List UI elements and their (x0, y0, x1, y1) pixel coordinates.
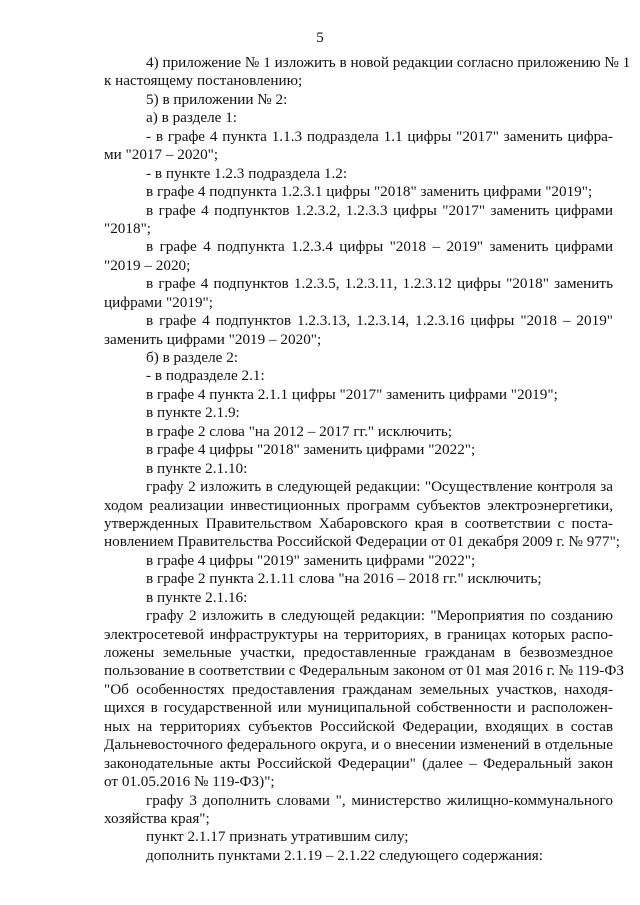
text-line: пункт 2.1.17 признать утратившим силу; (146, 828, 409, 846)
text-line: в графе 4 подпунктов 1.2.3.5, 1.2.3.11, 1.2.3.12 цифры "2018" заменить (146, 275, 613, 293)
text-line: в графе 2 пункта 2.1.11 слова "на 2016 – 2018 гг." исключить; (146, 570, 542, 588)
text-line: в графе 4 подпункта 1.2.3.4 цифры "2018 – 2019" заменить цифрами (146, 238, 613, 256)
text-line: графу 2 изложить в следующей редакции: "Осуществление контроля за (146, 478, 613, 496)
text-line: 5) в приложении № 2: (146, 90, 288, 108)
text-line: 4) приложение № 1 изложить в новой редакции согласно приложению № 1 (146, 54, 631, 71)
text-line: цифрами "2019"; (104, 293, 213, 311)
text-line: - в графе 4 пункта 1.1.3 подраздела 1.1 цифры "2017" заменить цифра- (146, 127, 613, 145)
text-line: щихся в государственной или муниципальной собственности и расположен- (104, 699, 613, 717)
text-line: в пункте 2.1.10: (146, 459, 248, 477)
text-line: хозяйства края"; (104, 809, 210, 827)
text-line: в графе 4 подпункта 1.2.3.1 цифры "2018" заменить цифрами "2019"; (146, 183, 593, 201)
text-line: электросетевой инфраструктуры на территориях, в границах которых распо- (104, 625, 613, 643)
text-line: графу 3 дополнить словами ", министерство жилищно-коммунального (146, 791, 613, 809)
text-line: заменить цифрами "2019 – 2020"; (104, 330, 322, 348)
text-line: графу 2 изложить в следующей редакции: "Мероприятия по созданию (146, 607, 613, 625)
text-line: новлением Правительства Российской Федерации от 01 декабря 2009 г. № 977"; (104, 533, 620, 551)
text-line: в пункте 2.1.16: (146, 588, 248, 606)
text-line: ми "2017 – 2020"; (104, 146, 219, 164)
text-line: ных на территориях субъектов Российской Федерации, входящих в состав (104, 717, 613, 735)
page-number: 5 (316, 30, 324, 46)
text-line: - в подразделе 2.1: (146, 367, 265, 385)
text-line: пользование в соответствии с Федеральным законом от 01 мая 2016 г. № 119-ФЗ (104, 662, 624, 680)
text-line: ложены земельные участки, предоставленные гражданам в безвозмездное (104, 644, 613, 661)
text-line: от 01.05.2016 № 119-ФЗ)"; (104, 773, 275, 791)
text-line: в пункте 2.1.9: (146, 404, 240, 422)
text-line: утвержденных Правительством Хабаровского края в соответствии с поста- (104, 514, 613, 532)
text-line: "Об особенностях предоставления гражданам земельных участков, находя- (104, 680, 613, 698)
text-line: дополнить пунктами 2.1.19 – 2.1.22 следующего содержания: (146, 846, 543, 864)
text-line: законодательные акты Российской Федерации" (далее – Федеральный закон (104, 754, 613, 772)
text-line: Дальневосточного федерального округа, и о внесении изменений в отдельные (104, 736, 613, 754)
text-line: - в пункте 1.2.3 подраздела 1.2: (146, 164, 348, 182)
text-line: в графе 4 пункта 2.1.1 цифры "2017" заменить цифрами "2019"; (146, 385, 558, 403)
text-line: в графе 4 цифры "2018" заменить цифрами "2022"; (146, 441, 476, 459)
text-line: б) в разделе 2: (146, 349, 239, 366)
text-line: ходом реализации инвестиционных программ субъектов электроэнергетики, (104, 496, 613, 514)
text-line: "2019 – 2020; (104, 256, 191, 274)
text-line: в графе 2 слова "на 2012 – 2017 гг." исключить; (146, 422, 453, 440)
text-line: к настоящему постановлению; (104, 72, 303, 90)
text-line: в графе 4 цифры "2019" заменить цифрами "2022"; (146, 551, 476, 569)
text-line: а) в разделе 1: (146, 109, 238, 127)
text-line: в графе 4 подпунктов 1.2.3.2, 1.2.3.3 цифры "2017" заменить цифрами (146, 201, 613, 219)
text-line: "2018"; (104, 219, 151, 237)
document-body (104, 54, 631, 865)
text-line: в графе 4 подпунктов 1.2.3.13, 1.2.3.14, 1.2.3.16 цифры "2018 – 2019" (146, 312, 613, 330)
